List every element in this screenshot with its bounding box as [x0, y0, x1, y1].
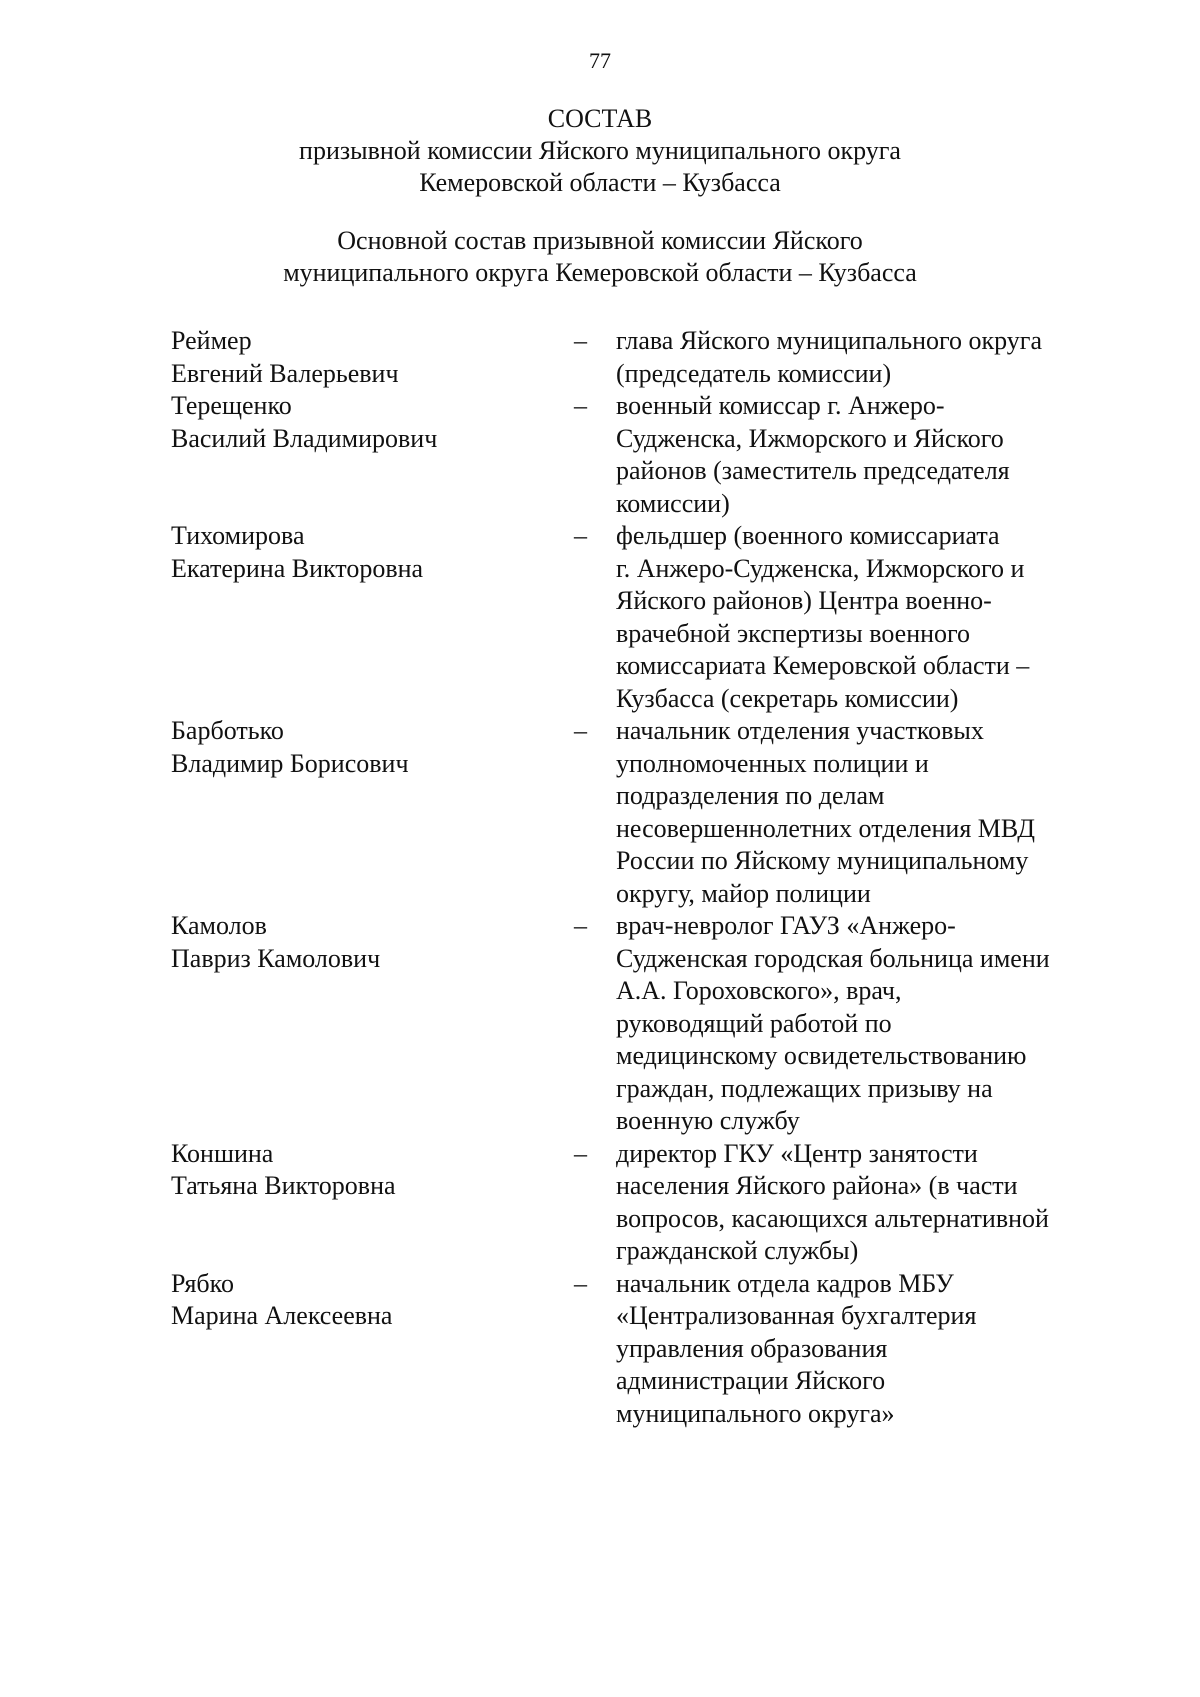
member-role-line: глава Яйского муниципального округа: [616, 326, 1043, 355]
section-heading-line-1: Основной состав призывной комиссии Яйского: [337, 226, 863, 255]
member-role: [616, 1268, 1096, 1431]
member-given-names: Марина Алексеевна: [171, 1301, 393, 1330]
member-surname: Коншина: [171, 1138, 274, 1168]
title-line-1: СОСТАВ: [547, 104, 653, 133]
member-role-line: вопросов, касающихся альтернативной: [616, 1203, 1049, 1233]
section-heading: [0, 225, 1200, 289]
dash-separator: –: [574, 326, 587, 355]
member-row: [0, 910, 1200, 1138]
member-role-line: населения Яйского района» (в части: [616, 1171, 1018, 1200]
member-name: [171, 1138, 571, 1203]
member-name: [171, 390, 571, 455]
member-row: [0, 325, 1200, 390]
member-role-line: комиссии): [616, 488, 730, 518]
member-role-line: А.А. Гороховского», врач,: [616, 976, 902, 1005]
member-name: [171, 325, 571, 390]
member-role-line: (председатель комиссии): [616, 358, 892, 388]
member-given-names: Павриз Камолович: [171, 943, 381, 973]
member-row: [0, 1268, 1200, 1431]
member-role-line: районов (заместитель председателя: [616, 456, 1010, 485]
member-surname: Рябко: [171, 1268, 234, 1298]
member-role-line: комиссариата Кемеровской области –: [616, 651, 1030, 680]
member-role-line: врачебной экспертизы военного: [616, 618, 971, 648]
member-role-line: Судженская городская больница имени: [616, 943, 1050, 973]
member-role: [616, 910, 1096, 1138]
member-role-line: муниципального округа»: [616, 1398, 895, 1428]
member-name: [171, 910, 571, 975]
member-row: [0, 520, 1200, 715]
dash-separator: –: [574, 521, 587, 550]
member-role-line: подразделения по делам: [616, 781, 885, 810]
member-given-names: Евгений Валерьевич: [171, 358, 399, 388]
member-surname: Барботько: [171, 716, 284, 745]
member-role: [616, 1138, 1096, 1268]
member-role-line: Судженска, Ижморского и Яйского: [616, 423, 1004, 453]
member-role-line: управления образования: [616, 1333, 888, 1363]
dash-separator: –: [574, 1268, 587, 1298]
member-role-line: руководящий работой по: [616, 1008, 892, 1038]
member-role-line: граждан, подлежащих призыву на: [616, 1073, 993, 1103]
member-role-line: медицинскому освидетельствованию: [616, 1041, 1027, 1070]
member-row: [0, 715, 1200, 910]
member-name: [171, 715, 571, 780]
dash-separator: –: [574, 1138, 587, 1168]
title-line-2: призывной комиссии Яйского муниципального округа: [299, 136, 901, 165]
member-role-line: врач-невролог ГАУЗ «Анжеро-: [616, 911, 956, 940]
member-role: [616, 390, 1096, 520]
member-role-line: гражданской службы): [616, 1236, 859, 1265]
document-title: [0, 103, 1200, 199]
member-list: [0, 325, 1200, 1430]
member-role: [616, 325, 1096, 390]
member-given-names: Екатерина Викторовна: [171, 553, 424, 583]
member-role-line: Кузбасса (секретарь комиссии): [616, 683, 959, 713]
member-role-line: России по Яйскому муниципальному: [616, 846, 1029, 875]
member-role-line: Яйского районов) Центра военно-: [616, 586, 992, 615]
dash-separator: –: [574, 391, 587, 420]
member-role-line: округу, майор полиции: [616, 878, 871, 908]
member-name: [171, 1268, 571, 1333]
member-role-line: фельдшер (военного комиссариата: [616, 521, 1000, 550]
member-row: [0, 390, 1200, 520]
member-role: [616, 520, 1096, 715]
dash-separator: –: [574, 911, 587, 940]
dash-separator: –: [574, 716, 587, 745]
member-role-line: военный комиссар г. Анжеро-: [616, 391, 945, 420]
member-role-line: уполномоченных полиции и: [616, 748, 929, 778]
member-role-line: «Централизованная бухгалтерия: [616, 1301, 977, 1330]
section-heading-line-2: муниципального округа Кемеровской области – Кузбасса: [283, 258, 917, 287]
member-surname: Камолов: [171, 911, 267, 940]
page-number: 77: [589, 48, 611, 73]
member-role-line: администрации Яйского: [616, 1366, 886, 1395]
member-surname: Терещенко: [171, 391, 292, 420]
title-line-3: Кемеровской области – Кузбасса: [419, 168, 781, 197]
member-given-names: Татьяна Викторовна: [171, 1171, 396, 1200]
member-surname: Тихомирова: [171, 521, 305, 550]
member-given-names: Василий Владимирович: [171, 423, 438, 453]
member-row: [0, 1138, 1200, 1268]
member-given-names: Владимир Борисович: [171, 748, 409, 778]
member-role-line: начальник отдела кадров МБУ: [616, 1268, 954, 1298]
member-surname: Реймер: [171, 326, 252, 355]
member-role-line: директор ГКУ «Центр занятости: [616, 1138, 978, 1168]
member-name: [171, 520, 571, 585]
member-role-line: военную службу: [616, 1106, 800, 1135]
member-role-line: начальник отделения участковых: [616, 716, 984, 745]
member-role: [616, 715, 1096, 910]
member-role-line: г. Анжеро-Судженска, Ижморского и: [616, 553, 1025, 583]
member-role-line: несовершеннолетних отделения МВД: [616, 813, 1036, 843]
